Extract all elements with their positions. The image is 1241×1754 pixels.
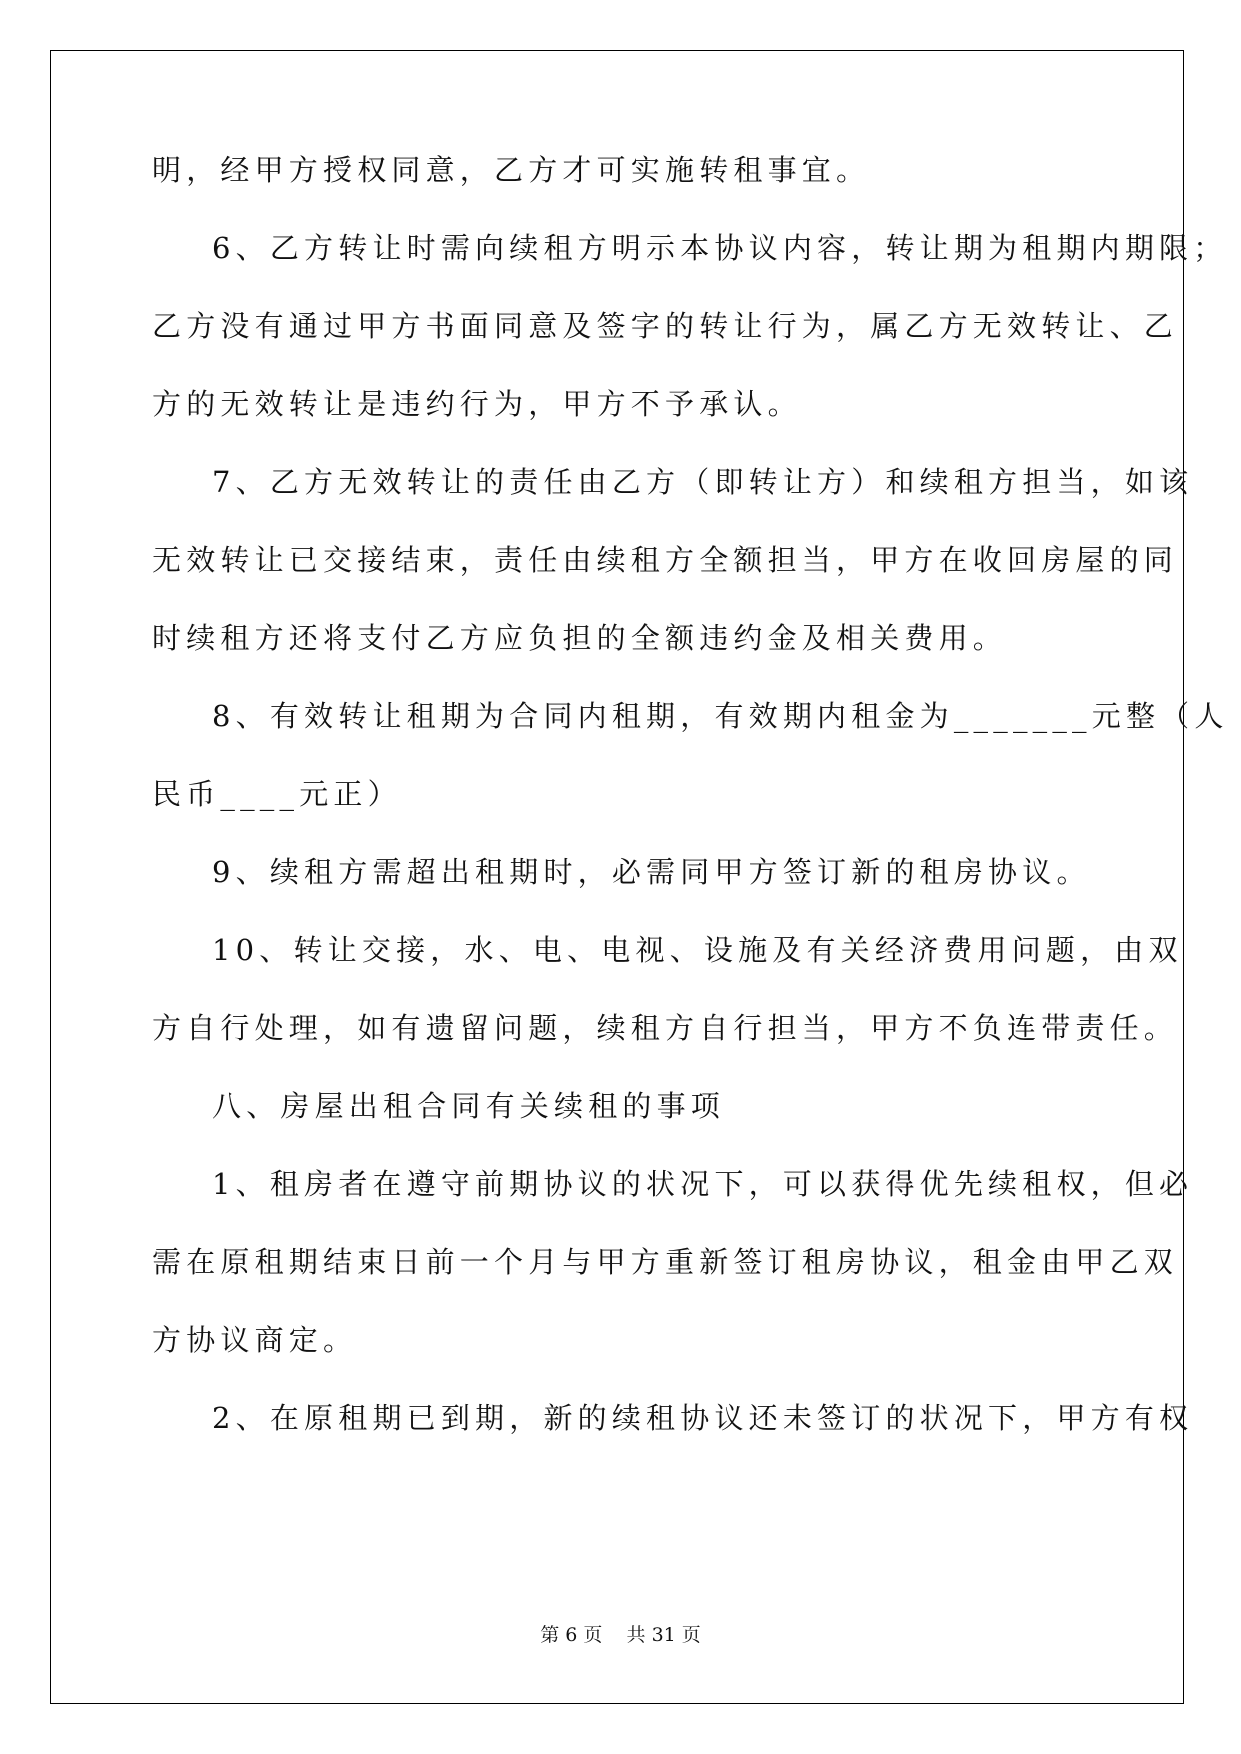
text-line: 6、乙方转让时需向续租方明示本协议内容，转让期为租期内期限； <box>212 231 1228 265</box>
text-line: 10、转让交接，水、电、电视、设施及有关经济费用问题，由双 <box>212 933 1183 967</box>
text-line: 方自行处理，如有遗留问题，续租方自行担当，甲方不负连带责任。 <box>152 1011 1179 1045</box>
text-line: 乙方没有通过甲方书面同意及签字的转让行为，属乙方无效转让、乙 <box>152 309 1179 343</box>
text-line: 7、乙方无效转让的责任由乙方（即转让方）和续租方担当，如该 <box>212 465 1194 499</box>
page-number: 第 6 页 共 31 页 <box>540 1624 701 1646</box>
section-heading: 八、房屋出租合同有关续租的事项 <box>212 1089 726 1123</box>
text-line: 方协议商定。 <box>152 1323 358 1357</box>
text-line: 民币____元正） <box>152 777 402 811</box>
text-line: 需在原租期结束日前一个月与甲方重新签订租房协议，租金由甲乙双 <box>152 1245 1179 1279</box>
text-line: 无效转让已交接结束，责任由续租方全额担当，甲方在收回房屋的同 <box>152 543 1179 577</box>
text-line: 明，经甲方授权同意，乙方才可实施转租事宜。 <box>152 153 871 187</box>
text-line: 时续租方还将支付乙方应负担的全额违约金及相关费用。 <box>152 621 1008 655</box>
text-line: 1、租房者在遵守前期协议的状况下，可以获得优先续租权，但必 <box>212 1167 1194 1201</box>
text-line: 8、有效转让租期为合同内租期，有效期内租金为_______元整（人 <box>212 699 1229 733</box>
text-line: 9、续租方需超出租期时，必需同甲方签订新的租房协议。 <box>212 855 1091 889</box>
text-line: 方的无效转让是违约行为，甲方不予承认。 <box>152 387 802 421</box>
text-line: 2、在原租期已到期，新的续租协议还未签订的状况下，甲方有权 <box>212 1401 1194 1435</box>
